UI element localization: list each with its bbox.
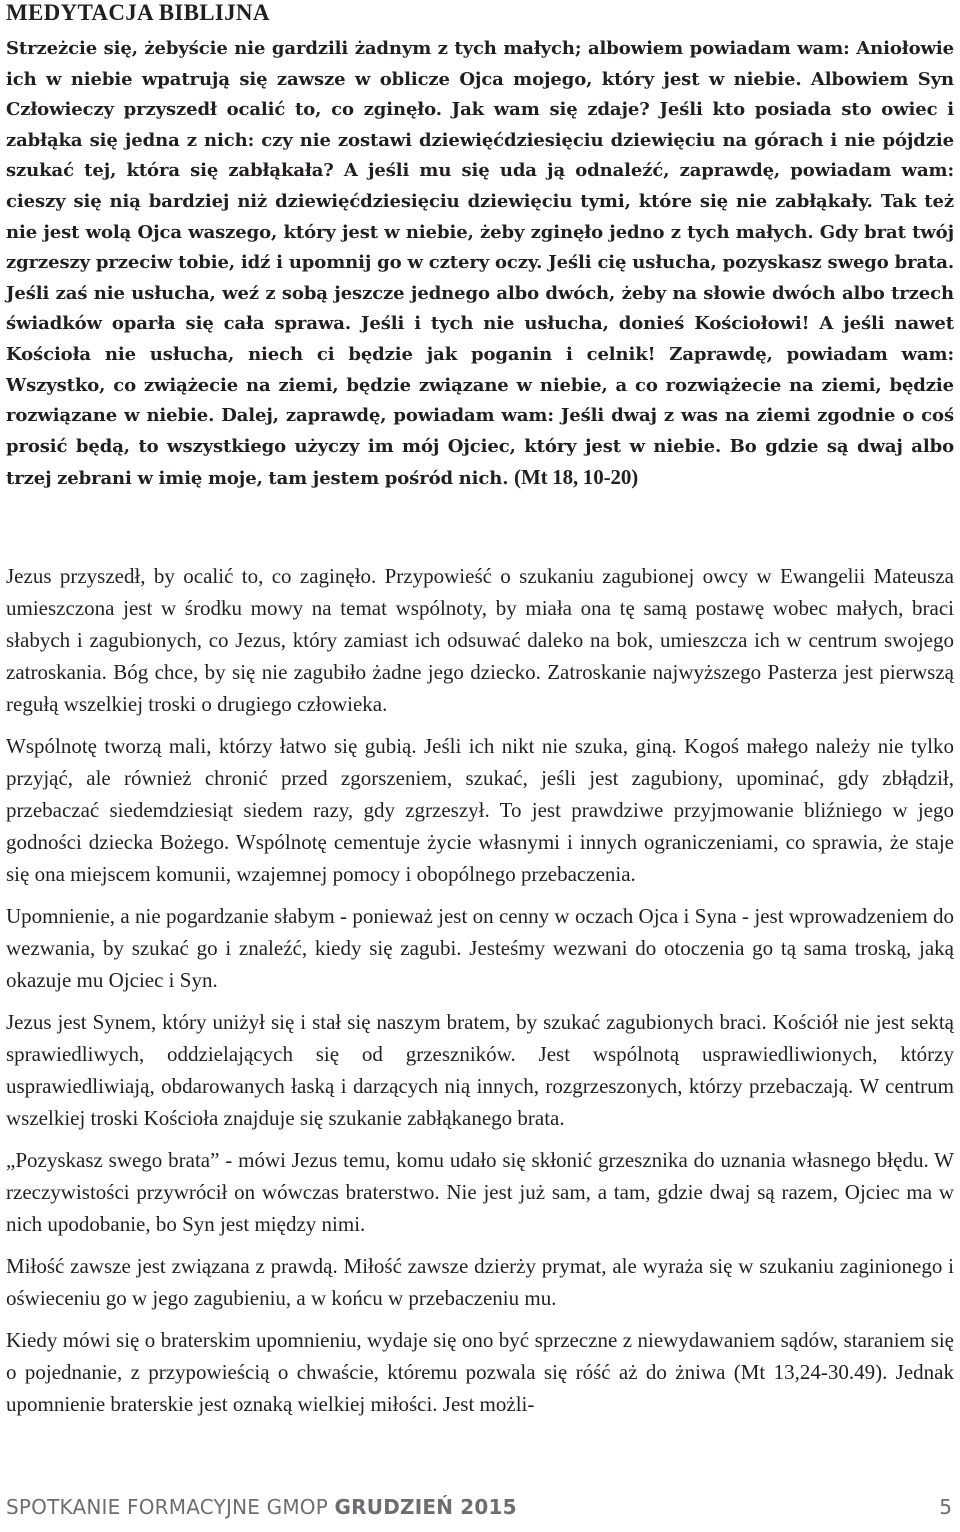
footer-publication — [6, 1494, 517, 1520]
page-number: 5 — [939, 1495, 952, 1519]
paragraph: Miłość zawsze jest związana z prawdą. Miłość zawsze dzierży prymat, ale wyraża się w szukaniu zaginionego i oświeceniu go w jego zagubieniu, a w końcu w przebaczeniu mu. — [6, 1254, 954, 1310]
paragraph: „Pozyskasz swego brata” - mówi Jezus temu, komu udało się skłonić grzesznika do uznania własnego błędu. W rzeczywistości przywrócił on wówczas braterstwo. Nie jest już sam, a tam, gdzie dwaj są razem, Ojciec ma w nich upodobanie, bo Syn jest między nimi. — [6, 1148, 954, 1236]
footer-issue: GRUDZIEŃ 2015 — [334, 1495, 517, 1519]
paragraph: Wspólnotę tworzą mali, którzy łatwo się gubią. Jeśli ich nikt nie szuka, giną. Kogoś małego należy nie tylko przyjąć, ale również chronić przed zgorszeniem, szukać, jeśli jest zagubiony, upominać, gdy zbłądził, przebaczać siedemdziesiąt siedem razy, gdy zgrzeszył. To jest prawdziwe przyjmowanie bliźniego w jego godności dziecka Bożego. Wspólnotę cementuje życie własnymi i innych ograniczeniami, co sprawia, że staje się ona miejscem komunii, wzajemnej pomocy i obopólnego przebaczenia. — [6, 734, 954, 886]
section-heading: MEDYTACJA BIBLIJNA — [6, 0, 270, 25]
paragraph: Kiedy mówi się o braterskim upomnieniu, wydaje się ono być sprzeczne z niewydawaniem sądów, staraniem się o pojednanie, z przypowieścią o chwaście, któremu pozwala się róść aż do żniwa (Mt 13,24-30.49). Jednak upomnienie braterskie jest oznaką wielkiej miłości. Jest możli- — [6, 1328, 954, 1416]
paragraph: Upomnienie, a nie pogardzanie słabym - ponieważ jest on cenny w oczach Ojca i Syna - jest wprowadzeniem do wezwania, by szukać go i znaleźć, kiedy się zagubi. Jesteśmy wezwani do otoczenia go tą sama troską, jaką okazuje mu Ojciec i Syn. — [6, 904, 954, 992]
scripture-text: Strzeżcie się, żebyście nie gardzili żadnym z tych małych; albowiem powiadam wam: Aniołowie ich w niebie wpatrują się zawsze w oblicze Ojca mojego, który jest w niebie. Albowiem Syn Człowieczy przyszedł ocalić to, co zginęło. Jak wam się zdaje? Jeśli kto posiada sto owiec i zabłąka się jedna z nich: czy nie zostawi dziewięćdziesięciu dziewięciu na górach i nie pójdzie szukać tej, która się zabłąkała? A jeśli mu się uda ją odnaleźć, zaprawdę, powiadam wam: cieszy się nią bardziej niż dziewięćdziesięciu dziewięciu tymi, które się nie zabłąkały. Tak też nie jest wolą Ojca waszego, który jest w niebie, żeby zginęło jedno z tych małych. Gdy brat twój zgrzeszy przeciw tobie, idź i upomnij go w cztery oczy. Jeśli cię usłucha, pozyskasz swego brata. Jeśli zaś nie usłucha, weź z sobą jeszcze jednego albo dwóch, żeby na słowie dwóch albo trzech świadków oparła się cała sprawa. Jeśli i tych nie usłucha, donieś Kościołowi! A jeśli nawet Kościoła nie usłucha, niech ci będzie jak poganin i celnik! Zaprawdę, powiadam wam: Wszystko, co zwiążecie na ziemi, będzie związane w niebie, a co rozwiążecie na ziemi, będzie rozwiązane w niebie. Dalej, zaprawdę, powiadam wam: Jeśli dwaj z was na ziemi zgodnie o coś prosić będą, to wszystkiego użyczy im mój Ojciec, który jest w niebie. Bo gdzie są dwaj albo trzej zebrani w imię moje, tam jestem pośród nich. — [6, 38, 954, 490]
scripture-reference: (Mt 18, 10-20) — [514, 465, 639, 490]
paragraph: Jezus przyszedł, by ocalić to, co zaginęło. Przypowieść o szukaniu zagubionej owcy w Ewangelii Mateusza umieszczona jest w środku mowy na temat wspólnoty, by miała ona tę samą postawę wobec małych, braci słabych i zagubionych, co Jezus, który zamiast ich odsuwać daleko na bok, umieszcza ich w centrum swojego zatroskania. Bóg chce, by się nie zagubiło żadne jego dziecko. Zatroskanie najwyższego Pasterza jest pierwszą regułą wszelkiej troski o drugiego człowieka. — [6, 564, 954, 716]
footer-publication-name: SPOTKANIE FORMACYJNE GMOP — [6, 1495, 328, 1519]
scripture-passage — [6, 34, 954, 495]
commentary-body — [6, 560, 954, 1430]
paragraph: Jezus jest Synem, który uniżył się i stał się naszym bratem, by szukać zagubionych braci. Kościół nie jest sektą sprawiedliwych, oddzielających się od grzeszników. Jest wspólnotą usprawiedliwionych, którzy usprawiedliwiają, obdarowanych łaską i darzących nią innych, rozgrzeszonych, którzy przebaczają. W centrum wszelkiej troski Kościoła znajduje się szukanie zabłąkanego brata. — [6, 1010, 954, 1130]
